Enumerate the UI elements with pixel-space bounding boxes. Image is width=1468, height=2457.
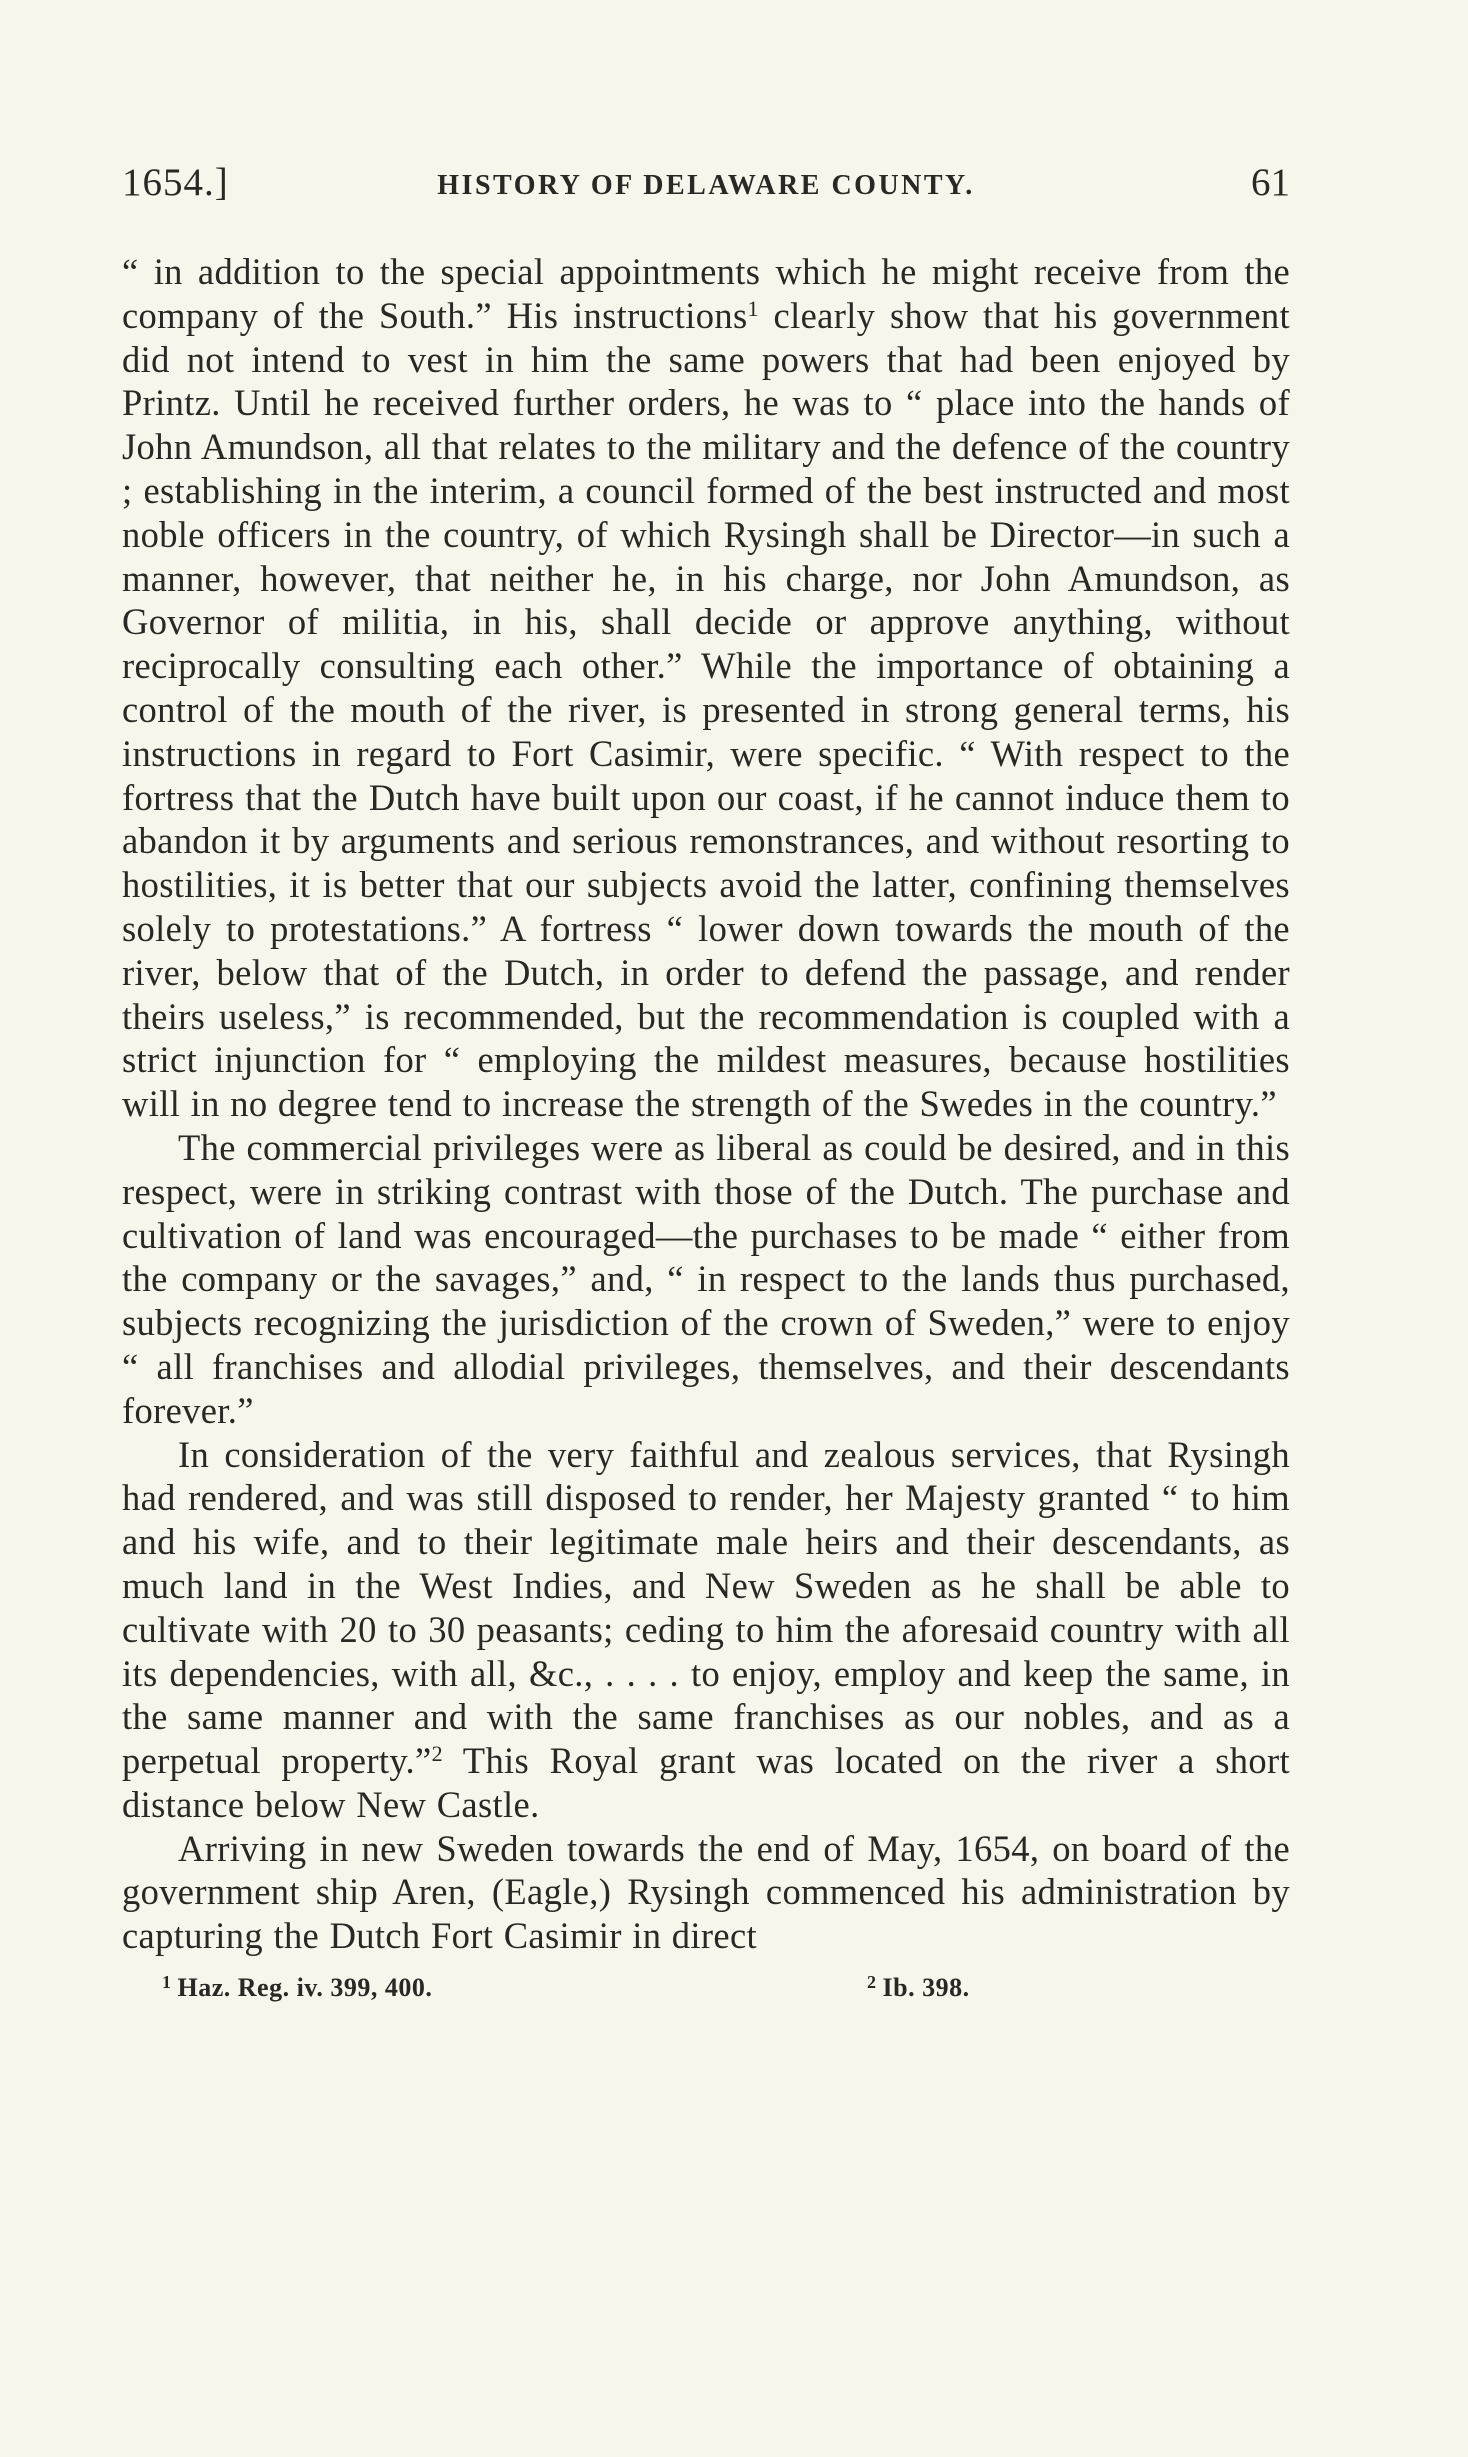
paragraph-text: clearly show that his government did not intend to vest in him the same powers that had been enjoyed by Printz. Until he received further orders, he was to “ place into the hands of John Amundson, all that relates to the military and the defence of the country ; establishing in the interim, a council formed of the best instructed and most noble officers in the country, of which Rysingh shall be Director—in such a manner, however, that neither he, in his charge, nor John Amundson, as Governor of militia, in his, shall decide or approve anything, without reciprocally consulting each other.” While the importance of obtaining a control of the mouth of the river, is presented in strong general terms, his instructions in regard to Fort Casimir, were specific. “ With respect to the fortress that the Dutch have built upon our coast, if he cannot induce them to abandon it by arguments and serious remonstrances, and without resorting to hostilities, it is better that our subjects avoid the latter, confining themselves solely to protestations.” A fortress “ lower down towards the mouth of the river, below that of the Dutch, in order to defend the passage, and render theirs useless,” is recommended, but the recommendation is coupled with a strict injunction for “ employing the mildest measures, because hostilities will in no degree tend to increase the strength of the Swedes in the country.”	[122, 294, 1290, 1125]
paragraph-text: In consideration of the very faithful and zealous services, that Rysingh had rendered, and was still disposed to render, her Majesty granted “ to him and his wife, and to their legitimate male heirs and their descendants, as much land in the West Indies, and New Sweden as he shall be able to cultivate with 20 to 30 peasants; ceding to him the aforesaid country with all its dependencies, with all, &c., . . . . to enjoy, employ and keep the same, in the same manner and with the same franchises as our nobles, and as a perpetual property.”	[122, 1433, 1290, 1782]
footnote-mark: 1	[162, 1972, 172, 1993]
body-text	[122, 250, 1290, 1958]
paragraph	[122, 1433, 1290, 1827]
paragraph-text: “ in addition to the special appointments which he might receive from the company of the South.” His instructions	[122, 251, 1290, 336]
running-head-title: HISTORY OF DELAWARE COUNTY.	[437, 170, 975, 201]
footnote-2	[867, 1972, 970, 2003]
running-head	[122, 160, 1290, 210]
footnote-mark: 2	[867, 1972, 877, 1993]
footnote-text: Haz. Reg. iv. 399, 400.	[177, 1973, 433, 2003]
page-number: 61	[1251, 161, 1290, 204]
footnote-reference: 1	[747, 295, 759, 321]
paragraph	[122, 1827, 1290, 1958]
paragraph-text: Arriving in new Sweden towards the end of May, 1654, on board of the government ship Aren, (Eagle,) Rysingh commenced his administration by capturing the Dutch Fort Casimir in direct	[122, 1827, 1290, 1957]
paragraph-text: The commercial privileges were as liberal as could be desired, and in this respect, were in striking contrast with those of the Dutch. The purchase and cultivation of land was encouraged—the purchases to be made “ either from the company or the savages,” and, “ in respect to the lands thus purchased, subjects recognizing the jurisdiction of the crown of Sweden,” were to enjoy “ all franchises and allodial privileges, themselves, and their descendants forever.”	[122, 1126, 1290, 1431]
page	[122, 160, 1290, 2012]
paragraph	[122, 250, 1290, 1126]
paragraph-text: This Royal grant was located on the river a short distance below New Castle.	[122, 1740, 1290, 1825]
paragraph	[122, 1126, 1290, 1433]
footnote-text: Ib. 398.	[882, 1973, 970, 2003]
footnotes	[122, 1972, 1290, 2012]
footnote-1	[162, 1972, 432, 2003]
running-head-year: 1654.]	[122, 161, 229, 204]
footnote-reference: 2	[431, 1741, 443, 1767]
